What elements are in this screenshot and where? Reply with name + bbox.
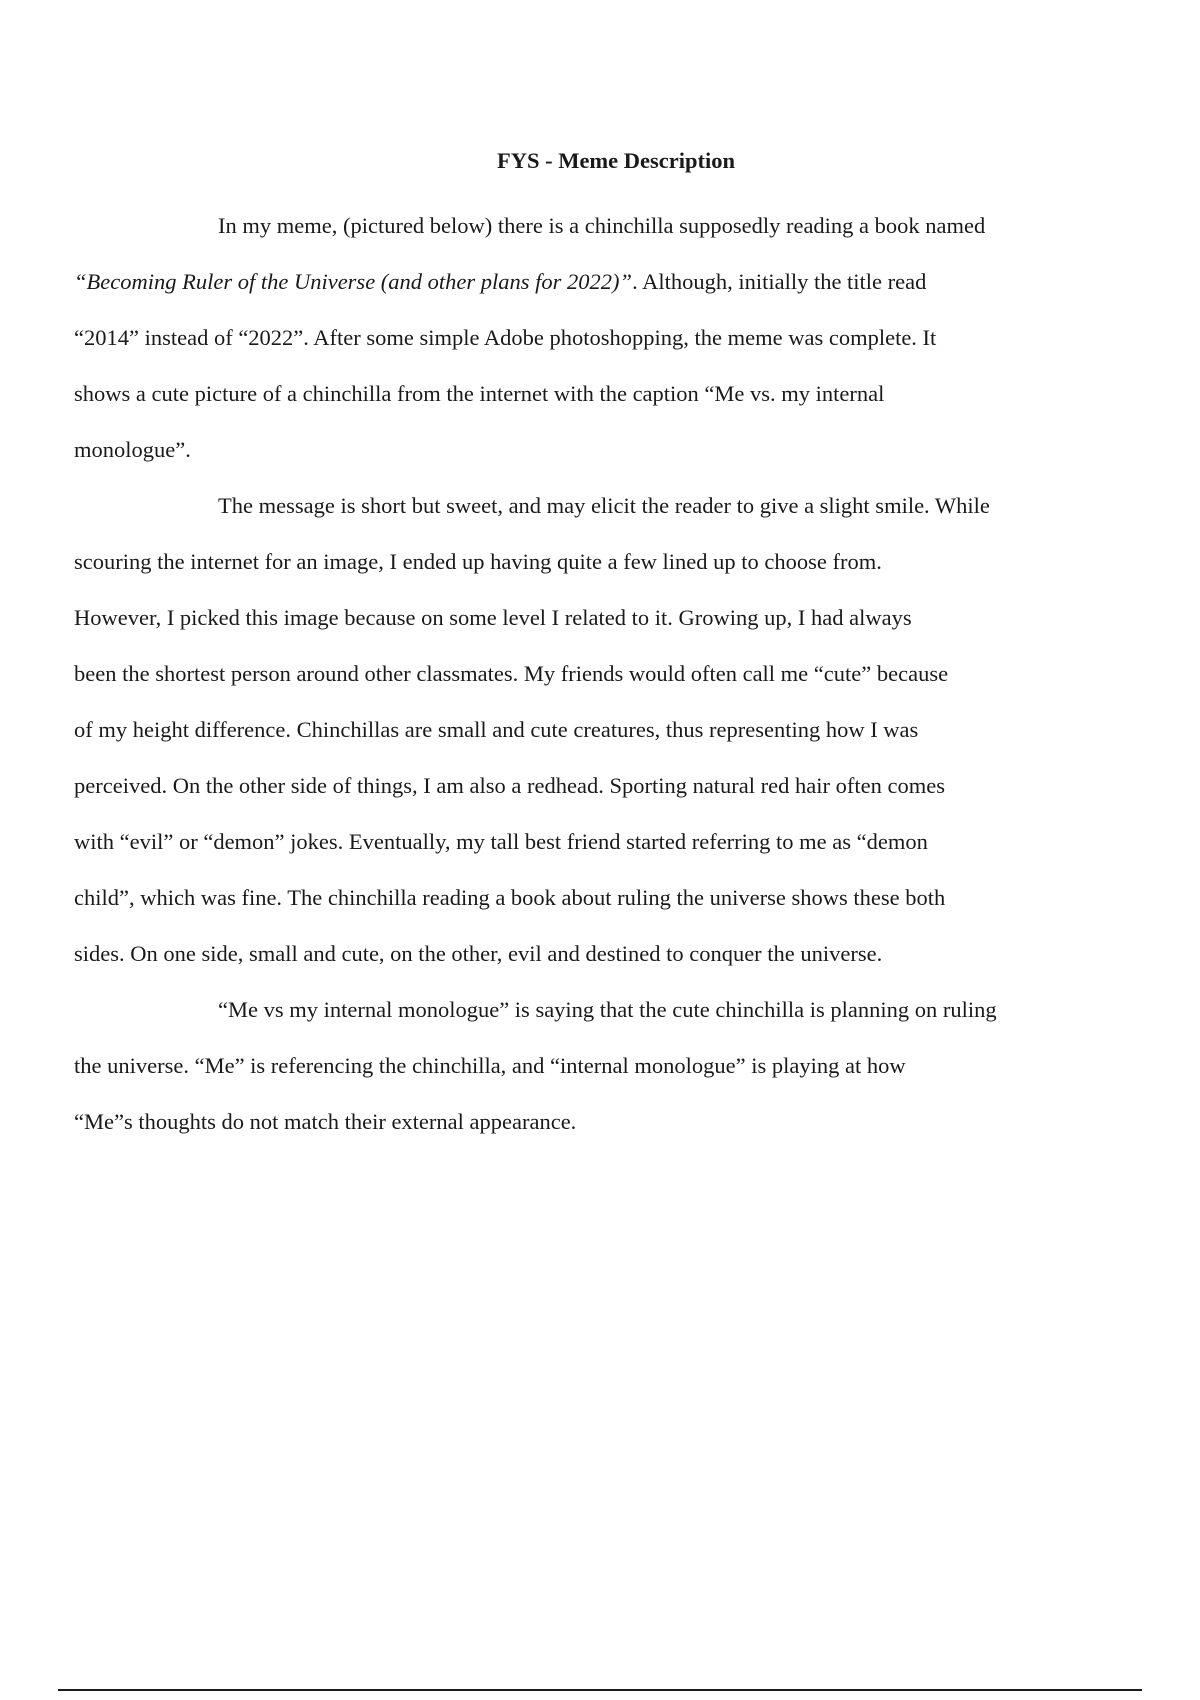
text-line: However, I picked this image because on some level I related to it. Growing up, I had always	[74, 605, 912, 630]
text-line: with “evil” or “demon” jokes. Eventually, my tall best friend started referring to me as “demon	[74, 829, 928, 854]
paragraph-2	[74, 478, 1086, 982]
text-line: monologue”.	[74, 437, 191, 462]
text-line: “Me”s thoughts do not match their external appearance.	[74, 1109, 577, 1134]
text-line: scouring the internet for an image, I ended up having quite a few lined up to choose from.	[74, 549, 882, 574]
book-title: “Becoming Ruler of the Universe (and other plans for 2022)”	[74, 269, 633, 294]
text-line: shows a cute picture of a chinchilla from the internet with the caption “Me vs. my internal	[74, 381, 885, 406]
text-line: “Me vs my internal monologue” is saying that the cute chinchilla is planning on ruling	[218, 997, 997, 1022]
bottom-divider	[58, 1689, 1142, 1691]
text-line: perceived. On the other side of things, I am also a redhead. Sporting natural red hair often comes	[74, 773, 945, 798]
paragraph-3	[74, 982, 1086, 1150]
text-line-with-book-title	[74, 254, 1086, 310]
document-body	[74, 198, 1086, 1150]
text-line-rest: . Although, initially the title read	[632, 269, 927, 294]
text-line: The message is short but sweet, and may elicit the reader to give a slight smile. While	[218, 493, 990, 518]
text-line: In my meme, (pictured below) there is a chinchilla supposedly reading a book named	[218, 213, 986, 238]
document-title: FYS - Meme Description	[496, 148, 736, 173]
text-line: sides. On one side, small and cute, on the other, evil and destined to conquer the universe.	[74, 941, 883, 966]
text-line: been the shortest person around other classmates. My friends would often call me “cute” because	[74, 661, 949, 686]
text-line: child”, which was fine. The chinchilla reading a book about ruling the universe shows these both	[74, 885, 946, 910]
paragraph-1	[74, 198, 1086, 478]
text-line: of my height difference. Chinchillas are small and cute creatures, thus representing how I was	[74, 717, 919, 742]
text-line: the universe. “Me” is referencing the chinchilla, and “internal monologue” is playing at how	[74, 1053, 906, 1078]
text-line: “2014” instead of “2022”. After some simple Adobe photoshopping, the meme was complete. It	[74, 325, 937, 350]
